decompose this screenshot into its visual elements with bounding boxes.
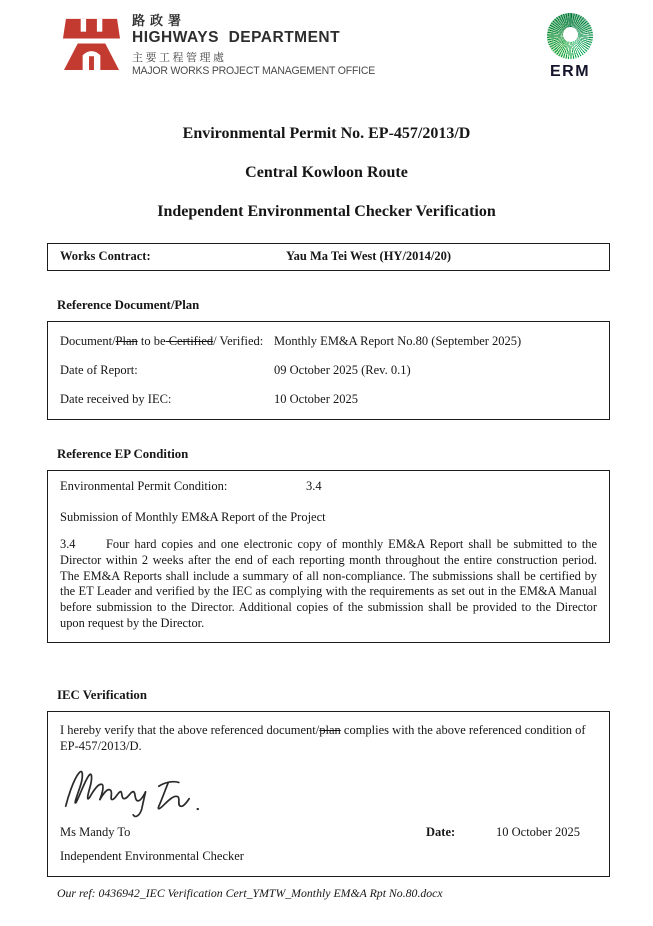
office-name-english: MAJOR WORKS PROJECT MANAGEMENT OFFICE [132, 64, 376, 78]
page-header [0, 0, 653, 81]
iec-verification-box [47, 711, 610, 878]
ep-clause-number: 3.4 [60, 537, 76, 551]
label-part-struck: Certified [165, 334, 214, 348]
erm-logo [547, 13, 593, 81]
ep-clause-text: Four hard copies and one electronic copy of monthly EM&A Report shall be submitted to the Director within 2 weeks after the end of each reporting month throughout the entire construction period. The EM&A Reports shall include a summary of all non-compliance. The submissions shall be certified by the ET Leader and verified by the IEC as complying with the requirements as set out in the EM&A Manual before submission to the Director. Additional copies of the submission shall be provided to the Director upon request by the Director. [60, 537, 597, 630]
ep-condition-row [60, 479, 597, 494]
dept-name-english: HIGHWAYS DEPARTMENT [132, 28, 341, 46]
our-ref-footer: Our ref: 0436942_IEC Verification Cert_YMTW_Monthly EM&A Rpt No.80.docx [57, 886, 443, 901]
erm-starburst-icon [547, 13, 593, 59]
statement-part-struck: plan [319, 722, 341, 737]
ep-condition-label: Environmental Permit Condition: [60, 479, 228, 493]
handwritten-signature [60, 763, 250, 819]
office-name-chinese: 主要工程管理處 [132, 51, 227, 64]
document-verified-row [60, 334, 597, 349]
erm-logo-text: ERM [549, 63, 591, 80]
statement-part: I hereby verify that the above referenced document/ [60, 722, 320, 737]
highways-department-logo-text [132, 12, 375, 77]
label-part: to be [137, 334, 166, 348]
works-contract-box [47, 243, 610, 271]
date-received-row [60, 392, 597, 407]
date-of-report-value: 09 October 2025 (Rev. 0.1) [274, 363, 411, 377]
ep-condition-value: 3.4 [306, 479, 322, 493]
date-received-value: 10 October 2025 [274, 392, 359, 406]
highways-department-logo [60, 12, 375, 77]
statement-part: complies with the above referenced condition of EP-457/2013/D. [60, 722, 586, 754]
ep-condition-heading: Reference EP Condition [57, 447, 189, 461]
signature-area [60, 763, 597, 819]
title-permit-number: Environmental Permit No. EP-457/2013/D [182, 125, 471, 142]
signer-date-row [60, 825, 597, 840]
reference-document-section [0, 298, 653, 420]
reference-document-box [47, 321, 610, 420]
works-contract-label: Works Contract: [60, 249, 151, 263]
label-part: Document/ [60, 334, 116, 348]
ep-condition-subtitle: Submission of Monthly EM&A Report of the Project [60, 510, 326, 524]
iec-verification-section [0, 688, 653, 878]
label-part-struck: Plan [115, 334, 138, 348]
highways-department-logo-icon [60, 12, 123, 71]
iec-verify-statement [60, 722, 597, 756]
document-titles [0, 125, 653, 221]
document-verified-label [60, 334, 274, 349]
date-of-report-label: Date of Report: [60, 363, 138, 377]
title-verification: Independent Environmental Checker Verification [157, 203, 496, 220]
date-label: Date: [426, 825, 456, 840]
iec-verification-heading: IEC Verification [57, 687, 147, 702]
dept-name-chinese: 路政署 [132, 13, 187, 28]
ep-condition-box [47, 470, 610, 643]
date-received-label: Date received by IEC: [60, 392, 172, 406]
reference-document-heading: Reference Document/Plan [57, 298, 200, 312]
signer-name: Ms Mandy To [60, 825, 131, 840]
date-value: 10 October 2025 [496, 825, 581, 840]
label-part: / Verified: [213, 334, 264, 348]
document-verified-value: Monthly EM&A Report No.80 (September 2025) [274, 334, 522, 348]
date-of-report-row [60, 363, 597, 378]
works-contract-value: Yau Ma Tei West (HY/2014/20) [286, 249, 452, 263]
works-contract-row [60, 249, 597, 264]
title-project-name: Central Kowloon Route [245, 164, 408, 181]
signer-role: Independent Environmental Checker [60, 849, 244, 864]
ep-condition-section [0, 447, 653, 643]
ep-clause-paragraph [60, 537, 597, 632]
